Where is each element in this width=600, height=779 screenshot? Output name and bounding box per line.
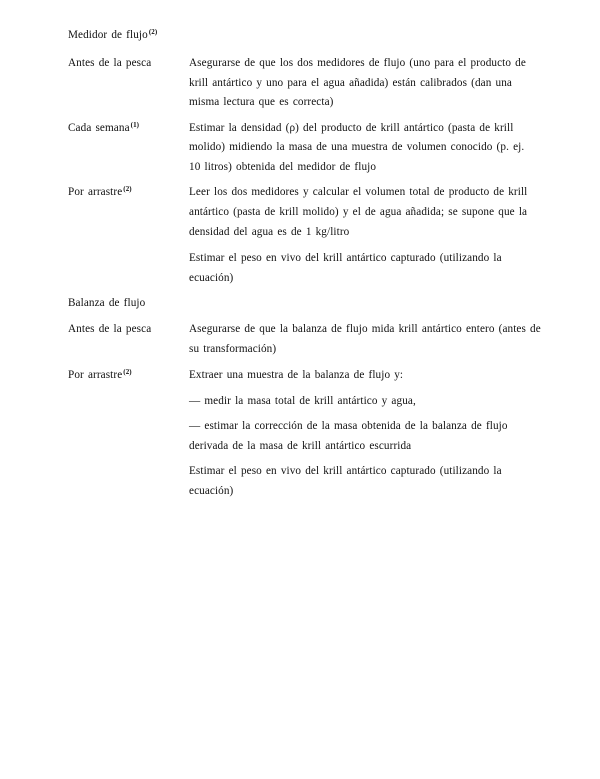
row-label-weekly: Cada semana$^{(1)}$ [68, 121, 140, 134]
footnote-ref: (1) [130, 121, 140, 129]
row-text-line: Asegurarse de que los dos medidores de flujo (uno para el producto de [189, 57, 526, 69]
row-label-per-haul: Por arrastre$^{(2)}$ [68, 368, 132, 381]
row-text-line: Leer los dos medidores y calcular el volumen total de producto de krill [189, 186, 528, 198]
row-text-line: Estimar la densidad (ρ) del producto de krill antártico (pasta de krill [189, 122, 514, 134]
list-item: — medir la masa total de krill antártico y agua, [189, 395, 416, 407]
footnote-ref: (2) [123, 368, 132, 376]
row-text-line: Asegurarse de que la balanza de flujo mida krill antártico entero (antes de [189, 323, 541, 335]
row-text-line: Estimar el peso en vivo del krill antártico capturado (utilizando la [189, 465, 502, 477]
row-label-before-fishing: Antes de la pesca [68, 323, 152, 335]
row-text-line: Estimar el peso en vivo del krill antártico capturado (utilizando la [189, 252, 502, 264]
list-item: — estimar la corrección de la masa obtenida de la balanza de flujo [189, 420, 508, 432]
row-text-line: ecuación) [189, 485, 234, 497]
row-text-line: krill antártico y uno para el agua añadida) están calibrados (dan una [189, 77, 512, 89]
row-text-line: molido) midiendo la masa de una muestra de volumen conocido (p. ej. [189, 141, 525, 153]
row-text-line: densidad del agua es de 1 kg/litro [189, 226, 350, 238]
row-text-line: derivada de la masa de krill antártico escurrida [189, 440, 412, 452]
row-text-line: Extraer una muestra de la balanza de flujo y: [189, 369, 404, 381]
footnote-ref: (2) [148, 28, 158, 36]
section-heading-flow-meter: Medidor de flujo$^{(2)}$ [68, 28, 158, 41]
row-text-line: 10 litros) obtenida del medidor de flujo [189, 161, 377, 173]
row-text-line: misma lectura que es correcta) [189, 96, 334, 108]
section-heading-flow-scale: Balanza de flujo [68, 297, 146, 309]
row-text-line: ecuación) [189, 272, 234, 284]
row-text-line: antártico (pasta de krill molido) y el de agua añadida; se supone que la [189, 206, 528, 218]
row-label-per-haul: Por arrastre$^{(2)}$ [68, 185, 132, 198]
row-text-line: su transformación) [189, 343, 277, 355]
footnote-ref: (2) [123, 185, 132, 193]
row-label-before-fishing: Antes de la pesca [68, 57, 152, 69]
